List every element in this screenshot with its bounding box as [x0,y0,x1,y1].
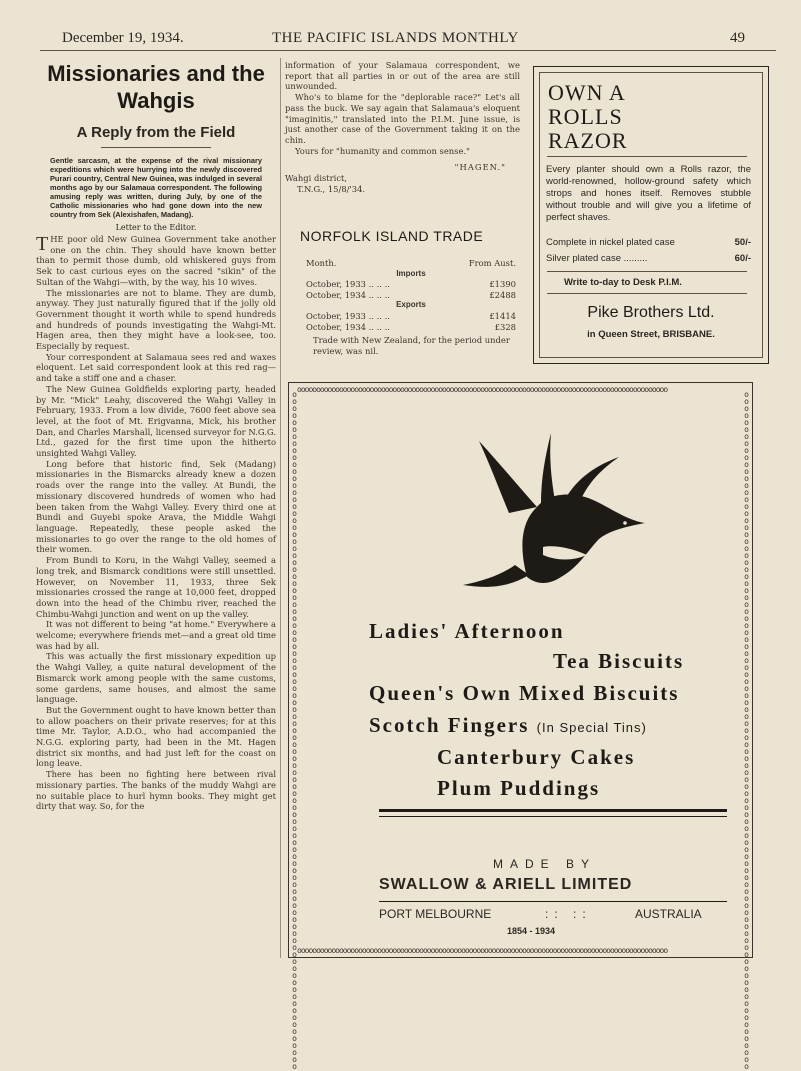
sign-place: Wahgi district, [285,173,348,184]
article-subtitle: A Reply from the Field [76,124,236,141]
ad-rule [379,901,727,902]
article-paragraph: information of your Salamaua correspondent, we report that all parties in or out of the area are still unwounded. [285,60,520,92]
row-month: October, 1933 .. .. .. [306,279,390,290]
product-line: Queen's Own Mixed Biscuits [369,681,680,705]
article-column [36,60,276,812]
norfolk-trade-table [306,258,516,332]
article-paragraph: Long before that historic find, Sek (Madang) missionaries in the Bismarcks already knew a dozen roads over the range into the valley. At Bundi, the missionary discovered hundreds of women who had been taken from the Wahgi Valley. Every third one at Bundi and Guyebi spoke Arava, the Middle Wahgi language. Repeatedly, these people asked the missionaries to go over the range to the old homes of their women. [36,458,276,555]
column-divider [280,58,281,958]
ad-rule [379,809,727,812]
article-paragraph: It was not different to being "at home." Everywhere a welcome; everywhere friends met—and a great old time was had by all. [36,619,276,651]
row-value: £2488 [489,289,516,300]
razor-description: Every planter should own a Rolls razor, the world-renowned, hollow-ground safety which strops and hones itself. Removes stubble without trouble and will give you a lifetime of perfect shaves. [546,164,751,223]
chain-border-right: ooooooooooooooooooooooooooooooooooooooooooooooooooooooooooooooooooooooooooooooooooooooooooooooooo [744,390,749,1071]
imports-label: Imports [396,268,426,278]
ad-rule [547,293,747,294]
company-address: in Queen Street, BRISBANE. [587,329,715,340]
separator: :: :: [545,907,592,921]
subtitle-rule [101,147,211,148]
razor-advertisement [533,66,769,364]
exports-label: Exports [396,300,426,310]
biscuit-advertisement [288,382,753,1071]
city: PORT MELBOURNE [379,907,492,921]
signature: "HAGEN." [454,162,506,173]
ad-rule [547,271,747,272]
row-month: October, 1933 .. .. .. [306,310,390,321]
article-paragraph: Who's to blame for the "deplorable race?" Let's all pass the buck. We say again that Salamaua's eloquent "imaginitis," translated into the P.I.M. June issue, is just another case of the Government taking it on the chin. [285,92,520,145]
product-line [369,713,647,738]
product-line: Ladies' Afternoon [369,619,565,643]
table-row [306,322,516,333]
sign-dateline: T.N.G., 15/8/'34. [297,183,366,194]
table-row [306,279,516,290]
page-header [0,26,801,50]
made-by: MADE BY [493,857,597,871]
article-paragraph: But the Government ought to have known better than to allow poachers on their private reserves; for at this time Mr. Taylor, A.D.O., who had accompanied the N.G.G. exploring party, had been in the Mt. Hagen district six months, and had just left for the coast on long leave. [36,704,276,769]
company-name: Pike Brothers Ltd. [587,304,715,321]
price-line [546,237,751,248]
row-value: £328 [494,321,516,332]
col-month: Month. [306,258,337,268]
row-month: October, 1934 .. .. .. [306,321,390,332]
drop-cap: T [36,233,49,255]
product-name: Scotch Fingers [369,713,530,737]
price-label: Silver plated case ......... [546,253,648,264]
row-month: October, 1934 .. .. .. [306,289,390,300]
article-body [36,234,276,812]
headline-line: ROLLS [548,104,623,129]
razor-headline [548,81,628,153]
article-continuation [285,60,520,194]
price-label: Complete in nickel plated case [546,237,675,248]
maker-name: SWALLOW & ARIELL LIMITED [379,876,633,893]
table-row [306,290,516,301]
page-number: 49 [730,30,745,46]
letter-label: Letter to the Editor. [115,223,197,232]
issue-date: December 19, 1934. [62,30,184,46]
headline-line: RAZOR [548,128,628,153]
years: 1854 - 1934 [507,926,556,936]
chain-border-top: ooooooooooooooooooooooooooooooooooooooooooooooooooooooooooooooooooooooooooooooooooooooooooooooooo [297,385,668,394]
row-value: £1390 [489,279,516,290]
product-line: Tea Biscuits [553,649,685,673]
article-paragraph: The missionaries are not to blame. They are dumb, anyway. They just naturally figured that if the jolly old Government thought it worth while to spend hundreds and hundreds of pounds investigating the Wahgi-Mt. Hagen area, then they might have a look-see, too. Especially by request. [36,287,276,352]
publication-title: THE PACIFIC ISLANDS MONTHLY [272,30,519,46]
article-title: Missionaries and the Wahgis [47,61,265,113]
row-value: £1414 [489,310,516,321]
price-amount: 50/- [734,237,751,248]
col-from: From Aust. [468,258,516,268]
chain-border-bottom: ooooooooooooooooooooooooooooooooooooooooooooooooooooooooooooooooooooooooooooooooooooooooooooooooo [297,946,668,955]
ad-rule [379,816,727,817]
product-line: Canterbury Cakes [437,745,636,769]
article-paragraph: Your correspondent at Salamaua sees red and waxes eloquent. Let said correspondent look at this red rag—and take a stiff one and a chaser. [36,351,276,384]
norfolk-title: NORFOLK ISLAND TRADE [300,228,484,244]
norfolk-note: Trade with New Zealand, for the period under review, was nil. [313,335,510,356]
country: AUSTRALIA [635,907,702,921]
article-paragraph: From Bundi to Koru, in the Wahgi Valley, seemed a long trek, and Bismarck conditions were still unsettled. However, on November 11, 1933, three Sek missionaries crossed the range at 10,000 feet, dropped down into the head of the Chimbu river, reached the Chimbu-Wahgi junction and went on up the valley. [36,555,276,619]
product-line: Plum Puddings [437,776,601,800]
product-note: (In Special Tins) [536,720,647,735]
article-paragraph: There has been no fighting here between rival missionary parties. The banks of the muddy Wahgi are no suitable place to hurl hymn books. They might get dirty that way. So, for the [36,769,276,812]
ad-rule [547,156,747,157]
headline-line: OWN A [548,80,626,105]
chain-border-left: ooooooooooooooooooooooooooooooooooooooooooooooooooooooooooooooooooooooooooooooooooooooooooooooooo [292,390,297,1071]
article-paragraph: HE poor old New Guinea Government take another one on the chin. They should have known better than to permit those dumb, old whiskered guys from Sek to cast curious eyes on the sacred "sikin" of the Sultan of the Wahgi—with, by the way, his 10 wives. [36,234,276,287]
price-amount: 60/- [734,253,751,264]
table-row [306,311,516,322]
price-line [546,253,751,264]
table-header [306,258,516,269]
article-intro: Gentle sarcasm, at the expense of the rival missionary expeditions which were hurrying into the newly discovered Purari country, Central New Guinea, was indulged in several months ago by our Salamaua correspondent. The following amusing reply was written, during July, by one of the Catholic missionaries who had gone down into the new country from Sek (Alexishafen, Madang). [50,156,262,219]
write-to: Write to-day to Desk P.I.M. [564,277,682,288]
article-paragraph: Yours for "humanity and common sense." [295,145,470,156]
article-paragraph: The New Guinea Goldfields exploring party, headed by Mr. "Mick" Leahy, discovered the Wahgi Valley in February, 1933. From a low divide, 7600 feet above sea level, at the foot of Mt. Erigvanna, Mick, his brother Dan, and Charles Marshall, licensed surveyor for N.G.G. Ltd., gazed for the first time upon the hitherto unsighted Wahgi Valley. [36,383,276,459]
header-rule [40,50,776,51]
swallow-bird-illustration [449,427,649,602]
article-paragraph: This was actually the first missionary expedition up the Wahgi Valley, a quite natural development of the Bismarck work among people with the same customs, some gardens, same houses, and almost the same language. [36,651,276,705]
